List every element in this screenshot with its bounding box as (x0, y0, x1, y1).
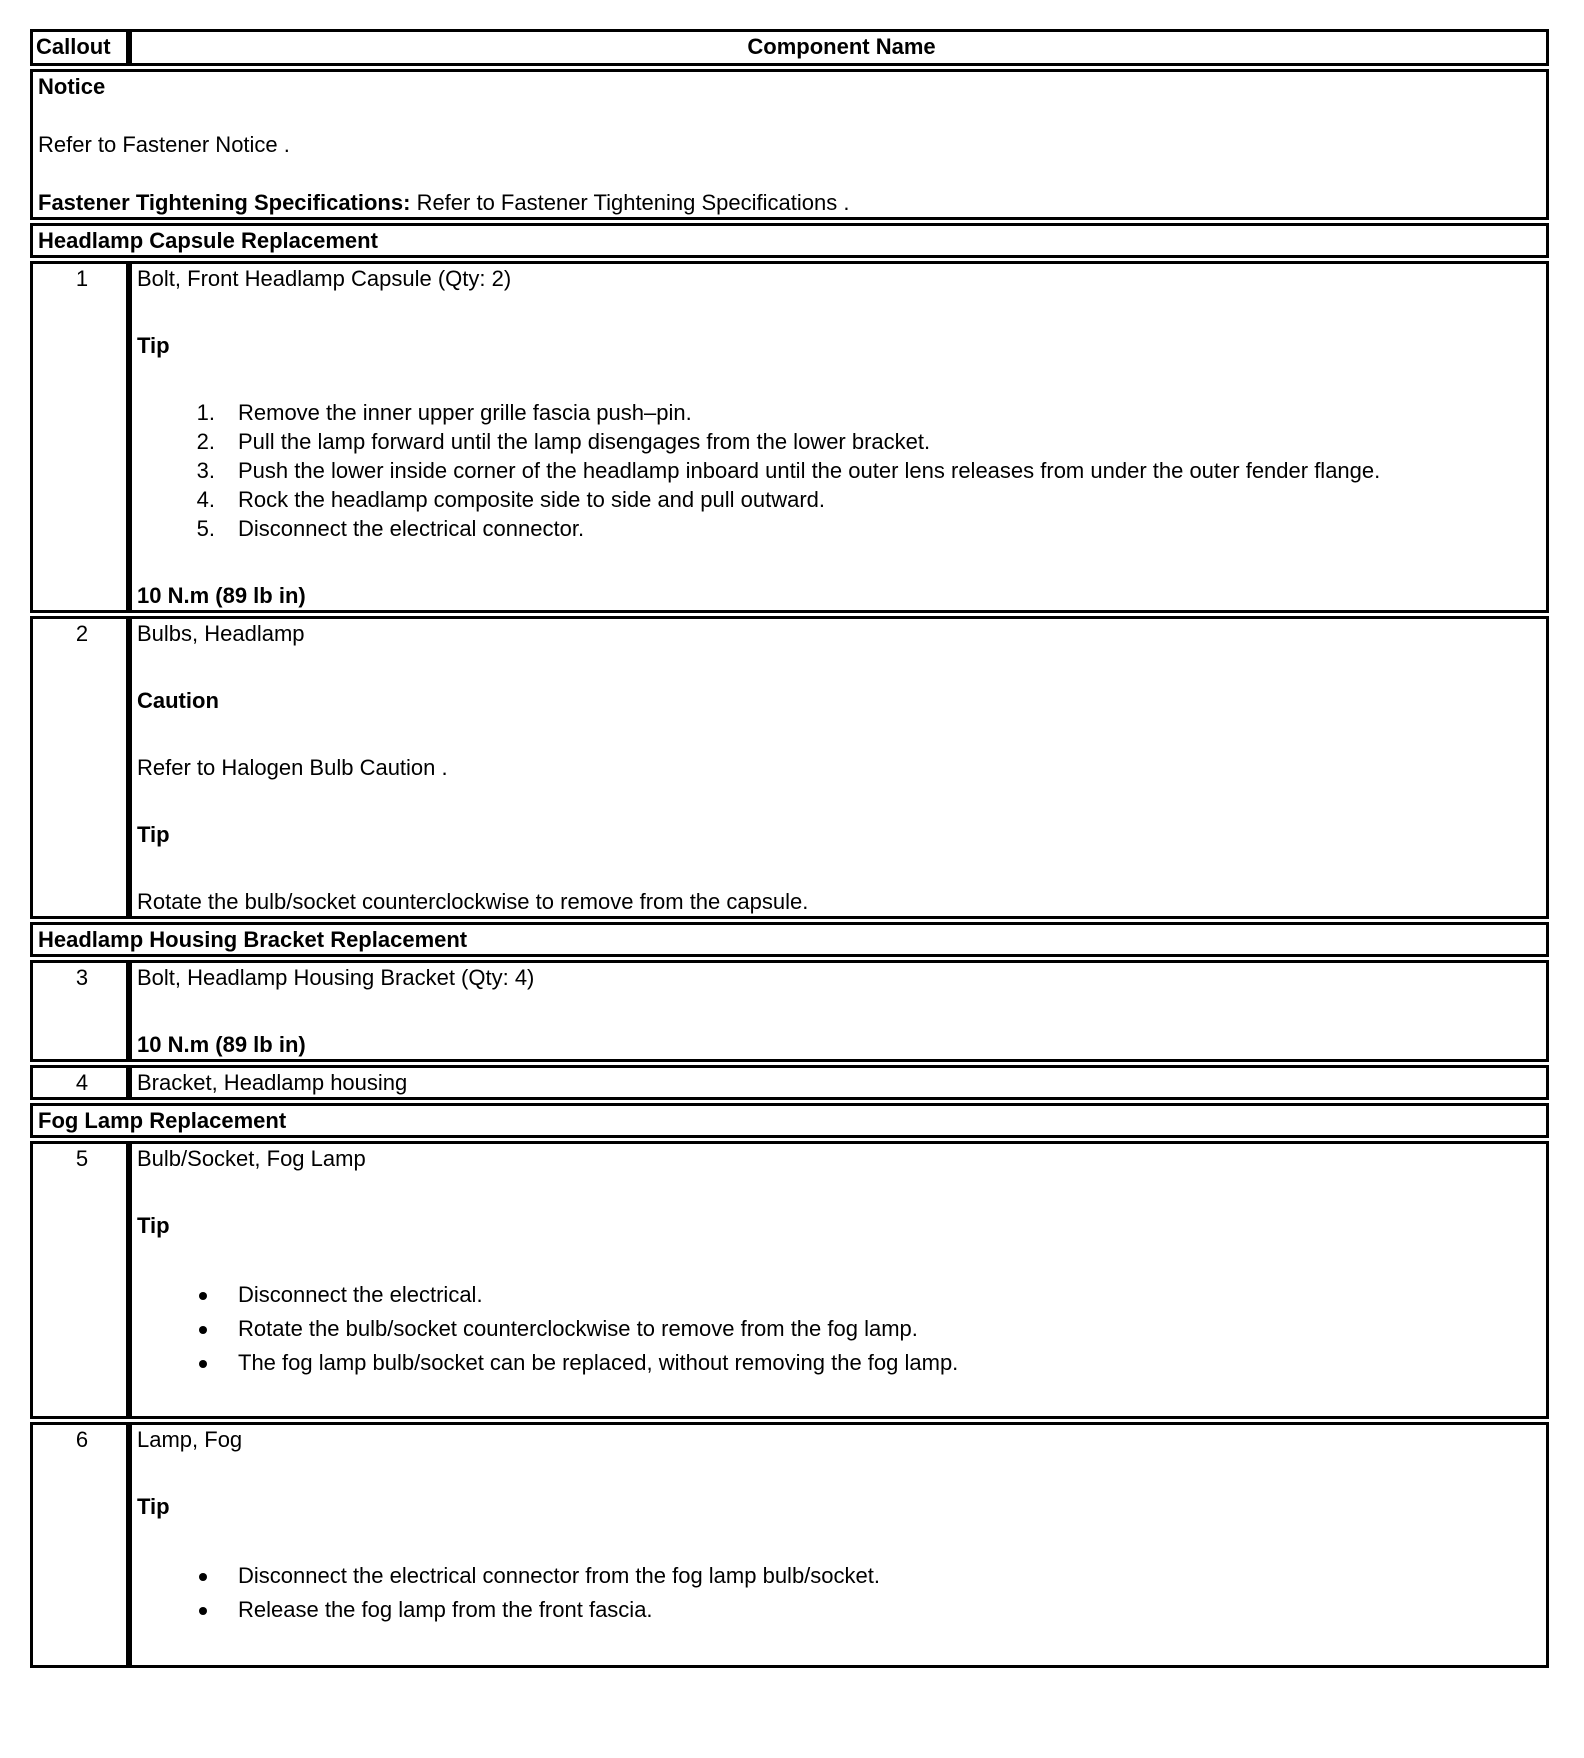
list-item: Disconnect the electrical. (137, 1278, 1546, 1312)
tip-bullets (137, 1278, 1546, 1380)
notice-row (30, 69, 1549, 220)
table-row (30, 960, 1549, 1062)
tip-label: Tip (137, 333, 170, 358)
table-row (30, 1141, 1549, 1419)
component-cell (129, 1141, 1549, 1419)
section-fog-lamp: Fog Lamp Replacement (30, 1103, 1549, 1138)
list-item: 1. Remove the inner upper grille fascia push–pin. (196, 400, 692, 425)
tip-steps (137, 398, 1546, 543)
torque-spec: 10 N.m (89 lb in) (137, 1032, 306, 1057)
header-row (30, 29, 1549, 66)
table-row (30, 261, 1549, 613)
list-item: 3. Push the lower inside corner of the headlamp inboard until the outer lens releases from under the outer fender flange. (196, 458, 1381, 483)
list-item: Rotate the bulb/socket counterclockwise to remove from the fog lamp. (137, 1312, 1546, 1346)
component-name: Bolt, Headlamp Housing Bracket (Qty: 4) (137, 965, 535, 990)
tip-label: Tip (137, 1213, 170, 1238)
callout-number: 2 (30, 616, 129, 919)
tip-bullets (137, 1559, 1546, 1627)
component-name: Lamp, Fog (137, 1427, 243, 1452)
component-name: Bulb/Socket, Fog Lamp (137, 1146, 366, 1171)
table-row (30, 1422, 1549, 1668)
component-cell (129, 616, 1549, 919)
caution-label: Caution (137, 688, 219, 713)
torque-spec: 10 N.m (89 lb in) (137, 583, 306, 608)
component-name: Bracket, Headlamp housing (137, 1070, 408, 1095)
section-row (30, 922, 1549, 957)
callout-number: 1 (30, 261, 129, 613)
callout-number: 6 (30, 1422, 129, 1668)
list-item: 4. Rock the headlamp composite side to side and pull outward. (196, 487, 826, 512)
component-cell (129, 261, 1549, 613)
component-cell (129, 960, 1549, 1062)
section-headlamp-bracket: Headlamp Housing Bracket Replacement (30, 922, 1549, 957)
section-headlamp-capsule: Headlamp Capsule Replacement (30, 223, 1549, 258)
component-name: Bulbs, Headlamp (137, 621, 305, 646)
component-name-header: Component Name (129, 29, 1549, 66)
table-row (30, 616, 1549, 919)
list-item: 2. Pull the lamp forward until the lamp disengages from the lower bracket. (196, 429, 931, 454)
notice-cell (30, 69, 1549, 220)
component-cell (129, 1422, 1549, 1668)
component-cell (129, 1065, 1549, 1100)
table-row (30, 1065, 1549, 1100)
callout-header: Callout (30, 29, 129, 66)
list-item: The fog lamp bulb/socket can be replaced, without removing the fog lamp. (137, 1346, 1546, 1380)
caution-text: Refer to Halogen Bulb Caution . (137, 755, 448, 780)
section-row (30, 223, 1549, 258)
list-item: Release the fog lamp from the front fascia. (137, 1593, 1546, 1627)
list-item: 5. Disconnect the electrical connector. (196, 516, 585, 541)
tip-label: Tip (137, 1494, 170, 1519)
component-table (30, 26, 1549, 1671)
callout-number: 3 (30, 960, 129, 1062)
spec-text: Refer to Fastener Tightening Specifications . (416, 190, 850, 215)
component-name: Bolt, Front Headlamp Capsule (Qty: 2) (137, 266, 512, 291)
spec-label: Fastener Tightening Specifications: (38, 190, 411, 215)
callout-number: 5 (30, 1141, 129, 1419)
tip-label: Tip (137, 822, 170, 847)
callout-number: 4 (30, 1065, 129, 1100)
fastener-spec-line (38, 188, 1546, 217)
section-row (30, 1103, 1549, 1138)
notice-title: Notice (38, 74, 106, 99)
notice-text: Refer to Fastener Notice . (38, 132, 290, 157)
tip-text: Rotate the bulb/socket counterclockwise to remove from the capsule. (137, 889, 809, 914)
list-item: Disconnect the electrical connector from the fog lamp bulb/socket. (137, 1559, 1546, 1593)
